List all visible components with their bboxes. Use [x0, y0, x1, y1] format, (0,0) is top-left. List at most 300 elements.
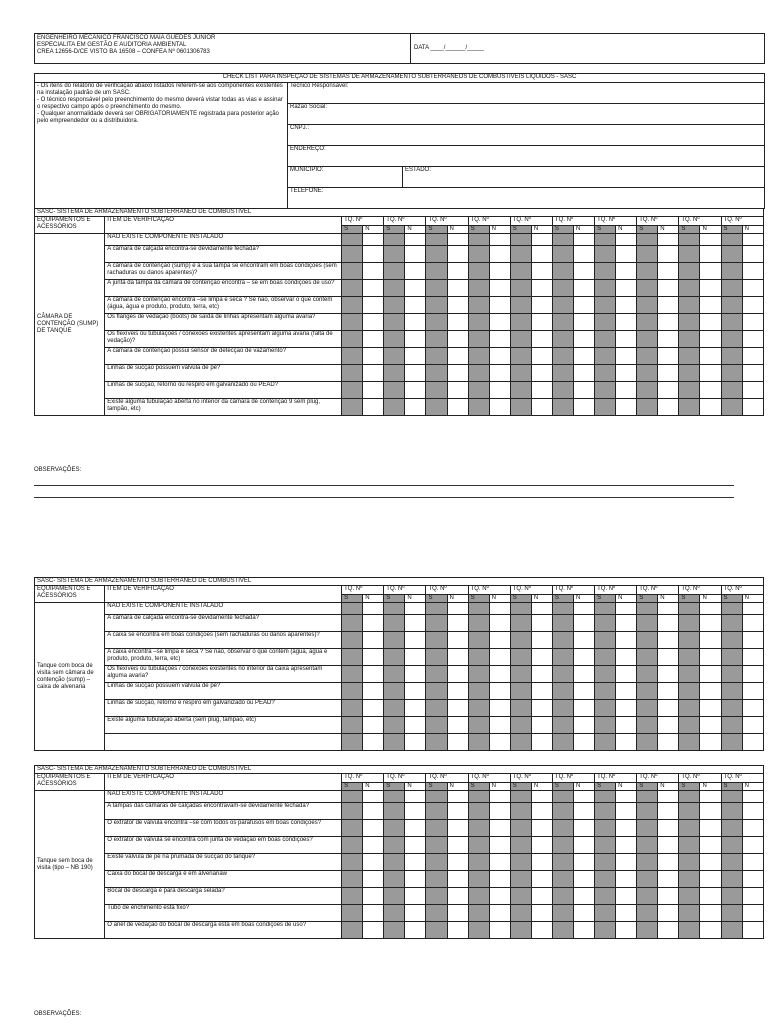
- sim-checkbox[interactable]: [552, 922, 573, 939]
- sim-checkbox[interactable]: [679, 365, 700, 382]
- sim-checkbox[interactable]: [679, 263, 700, 280]
- sim-checkbox[interactable]: [342, 791, 363, 803]
- nao-checkbox[interactable]: [363, 263, 384, 280]
- sim-checkbox[interactable]: [426, 399, 447, 416]
- nao-checkbox[interactable]: [700, 683, 721, 700]
- sim-checkbox[interactable]: [468, 734, 489, 751]
- sim-checkbox[interactable]: [552, 871, 573, 888]
- sim-checkbox[interactable]: [468, 888, 489, 905]
- nao-checkbox[interactable]: [573, 700, 594, 717]
- nao-checkbox[interactable]: [531, 263, 552, 280]
- sim-checkbox[interactable]: [342, 399, 363, 416]
- sim-checkbox[interactable]: [552, 297, 573, 314]
- nao-checkbox[interactable]: [405, 399, 426, 416]
- nao-checkbox[interactable]: [573, 649, 594, 666]
- nao-checkbox[interactable]: [573, 603, 594, 615]
- sim-checkbox[interactable]: [342, 382, 363, 399]
- nao-checkbox[interactable]: [573, 314, 594, 331]
- nao-checkbox[interactable]: [573, 632, 594, 649]
- sim-checkbox[interactable]: [595, 365, 616, 382]
- sim-checkbox[interactable]: [510, 382, 531, 399]
- sim-checkbox[interactable]: [721, 603, 742, 615]
- razao-social-field[interactable]: Razão Social:: [288, 104, 765, 125]
- nao-checkbox[interactable]: [742, 331, 763, 348]
- nao-checkbox[interactable]: [489, 280, 510, 297]
- sim-checkbox[interactable]: [510, 683, 531, 700]
- sim-checkbox[interactable]: [510, 905, 531, 922]
- nao-checkbox[interactable]: [616, 683, 637, 700]
- sim-checkbox[interactable]: [384, 837, 405, 854]
- nao-checkbox[interactable]: [405, 837, 426, 854]
- nao-checkbox[interactable]: [700, 649, 721, 666]
- nao-checkbox[interactable]: [489, 382, 510, 399]
- nao-checkbox[interactable]: [700, 803, 721, 820]
- sim-checkbox[interactable]: [342, 854, 363, 871]
- sim-checkbox[interactable]: [384, 871, 405, 888]
- sim-checkbox[interactable]: [342, 888, 363, 905]
- sim-checkbox[interactable]: [342, 234, 363, 246]
- nao-checkbox[interactable]: [742, 649, 763, 666]
- sim-checkbox[interactable]: [679, 700, 700, 717]
- sim-checkbox[interactable]: [721, 803, 742, 820]
- sim-checkbox[interactable]: [342, 297, 363, 314]
- nao-checkbox[interactable]: [531, 399, 552, 416]
- nao-checkbox[interactable]: [616, 615, 637, 632]
- sim-checkbox[interactable]: [595, 246, 616, 263]
- sim-checkbox[interactable]: [679, 791, 700, 803]
- sim-checkbox[interactable]: [637, 365, 658, 382]
- nao-checkbox[interactable]: [405, 280, 426, 297]
- sim-checkbox[interactable]: [637, 649, 658, 666]
- sim-checkbox[interactable]: [342, 280, 363, 297]
- sim-checkbox[interactable]: [637, 615, 658, 632]
- nao-checkbox[interactable]: [616, 399, 637, 416]
- sim-checkbox[interactable]: [721, 717, 742, 734]
- nao-checkbox[interactable]: [363, 854, 384, 871]
- sim-checkbox[interactable]: [342, 348, 363, 365]
- nao-checkbox[interactable]: [531, 234, 552, 246]
- nao-checkbox[interactable]: [616, 717, 637, 734]
- observacoes-line-1[interactable]: [34, 485, 734, 486]
- sim-checkbox[interactable]: [721, 246, 742, 263]
- sim-checkbox[interactable]: [384, 382, 405, 399]
- sim-checkbox[interactable]: [721, 837, 742, 854]
- sim-checkbox[interactable]: [637, 314, 658, 331]
- sim-checkbox[interactable]: [721, 649, 742, 666]
- nao-checkbox[interactable]: [363, 683, 384, 700]
- sim-checkbox[interactable]: [510, 234, 531, 246]
- sim-checkbox[interactable]: [552, 905, 573, 922]
- sim-checkbox[interactable]: [468, 382, 489, 399]
- nao-checkbox[interactable]: [447, 348, 468, 365]
- nao-checkbox[interactable]: [531, 922, 552, 939]
- nao-checkbox[interactable]: [489, 683, 510, 700]
- nao-checkbox[interactable]: [405, 603, 426, 615]
- nao-checkbox[interactable]: [742, 666, 763, 683]
- sim-checkbox[interactable]: [468, 700, 489, 717]
- nao-checkbox[interactable]: [700, 615, 721, 632]
- nao-checkbox[interactable]: [573, 871, 594, 888]
- nao-checkbox[interactable]: [573, 922, 594, 939]
- sim-checkbox[interactable]: [595, 263, 616, 280]
- nao-checkbox[interactable]: [700, 297, 721, 314]
- sim-checkbox[interactable]: [384, 854, 405, 871]
- nao-checkbox[interactable]: [616, 382, 637, 399]
- sim-checkbox[interactable]: [595, 905, 616, 922]
- sim-checkbox[interactable]: [595, 382, 616, 399]
- nao-checkbox[interactable]: [363, 280, 384, 297]
- nao-checkbox[interactable]: [405, 791, 426, 803]
- sim-checkbox[interactable]: [384, 297, 405, 314]
- sim-checkbox[interactable]: [426, 649, 447, 666]
- nao-checkbox[interactable]: [616, 234, 637, 246]
- sim-checkbox[interactable]: [721, 314, 742, 331]
- nao-checkbox[interactable]: [742, 905, 763, 922]
- nao-checkbox[interactable]: [573, 803, 594, 820]
- sim-checkbox[interactable]: [679, 683, 700, 700]
- municipio-field[interactable]: MUNICÍPIO:: [288, 167, 403, 188]
- nao-checkbox[interactable]: [742, 803, 763, 820]
- nao-checkbox[interactable]: [658, 280, 679, 297]
- sim-checkbox[interactable]: [679, 234, 700, 246]
- nao-checkbox[interactable]: [489, 263, 510, 280]
- nao-checkbox[interactable]: [531, 246, 552, 263]
- nao-checkbox[interactable]: [447, 717, 468, 734]
- sim-checkbox[interactable]: [595, 632, 616, 649]
- sim-checkbox[interactable]: [679, 246, 700, 263]
- nao-checkbox[interactable]: [447, 734, 468, 751]
- sim-checkbox[interactable]: [679, 297, 700, 314]
- nao-checkbox[interactable]: [658, 348, 679, 365]
- sim-checkbox[interactable]: [637, 666, 658, 683]
- tecnico-field[interactable]: Tecnico Responsável:: [288, 83, 765, 104]
- sim-checkbox[interactable]: [721, 382, 742, 399]
- nao-checkbox[interactable]: [363, 632, 384, 649]
- nao-checkbox[interactable]: [363, 365, 384, 382]
- sim-checkbox[interactable]: [721, 666, 742, 683]
- sim-checkbox[interactable]: [637, 820, 658, 837]
- nao-checkbox[interactable]: [616, 280, 637, 297]
- nao-checkbox[interactable]: [363, 700, 384, 717]
- nao-checkbox[interactable]: [447, 791, 468, 803]
- sim-checkbox[interactable]: [426, 683, 447, 700]
- nao-checkbox[interactable]: [363, 615, 384, 632]
- sim-checkbox[interactable]: [342, 905, 363, 922]
- sim-checkbox[interactable]: [637, 348, 658, 365]
- nao-checkbox[interactable]: [700, 888, 721, 905]
- nao-checkbox[interactable]: [700, 263, 721, 280]
- nao-checkbox[interactable]: [742, 791, 763, 803]
- nao-checkbox[interactable]: [363, 837, 384, 854]
- sim-checkbox[interactable]: [637, 382, 658, 399]
- sim-checkbox[interactable]: [637, 837, 658, 854]
- nao-checkbox[interactable]: [658, 263, 679, 280]
- sim-checkbox[interactable]: [510, 666, 531, 683]
- sim-checkbox[interactable]: [510, 246, 531, 263]
- sim-checkbox[interactable]: [679, 615, 700, 632]
- sim-checkbox[interactable]: [510, 603, 531, 615]
- nao-checkbox[interactable]: [742, 382, 763, 399]
- nao-checkbox[interactable]: [616, 871, 637, 888]
- nao-checkbox[interactable]: [363, 382, 384, 399]
- sim-checkbox[interactable]: [426, 263, 447, 280]
- sim-checkbox[interactable]: [595, 649, 616, 666]
- nao-checkbox[interactable]: [700, 734, 721, 751]
- sim-checkbox[interactable]: [679, 717, 700, 734]
- nao-checkbox[interactable]: [616, 348, 637, 365]
- nao-checkbox[interactable]: [742, 820, 763, 837]
- nao-checkbox[interactable]: [447, 837, 468, 854]
- sim-checkbox[interactable]: [342, 683, 363, 700]
- sim-checkbox[interactable]: [468, 331, 489, 348]
- nao-checkbox[interactable]: [405, 263, 426, 280]
- nao-checkbox[interactable]: [405, 820, 426, 837]
- sim-checkbox[interactable]: [426, 615, 447, 632]
- nao-checkbox[interactable]: [700, 922, 721, 939]
- sim-checkbox[interactable]: [552, 615, 573, 632]
- sim-checkbox[interactable]: [426, 280, 447, 297]
- sim-checkbox[interactable]: [510, 791, 531, 803]
- nao-checkbox[interactable]: [447, 922, 468, 939]
- nao-checkbox[interactable]: [489, 246, 510, 263]
- nao-checkbox[interactable]: [658, 683, 679, 700]
- nao-checkbox[interactable]: [616, 649, 637, 666]
- nao-checkbox[interactable]: [700, 280, 721, 297]
- nao-checkbox[interactable]: [531, 314, 552, 331]
- sim-checkbox[interactable]: [552, 803, 573, 820]
- nao-checkbox[interactable]: [742, 632, 763, 649]
- sim-checkbox[interactable]: [342, 922, 363, 939]
- nao-checkbox[interactable]: [447, 905, 468, 922]
- nao-checkbox[interactable]: [616, 922, 637, 939]
- nao-checkbox[interactable]: [489, 734, 510, 751]
- nao-checkbox[interactable]: [742, 871, 763, 888]
- nao-checkbox[interactable]: [531, 871, 552, 888]
- nao-checkbox[interactable]: [742, 280, 763, 297]
- sim-checkbox[interactable]: [468, 263, 489, 280]
- nao-checkbox[interactable]: [489, 905, 510, 922]
- sim-checkbox[interactable]: [637, 905, 658, 922]
- sim-checkbox[interactable]: [342, 246, 363, 263]
- nao-checkbox[interactable]: [363, 297, 384, 314]
- sim-checkbox[interactable]: [384, 666, 405, 683]
- nao-checkbox[interactable]: [658, 649, 679, 666]
- sim-checkbox[interactable]: [342, 615, 363, 632]
- nao-checkbox[interactable]: [573, 905, 594, 922]
- nao-checkbox[interactable]: [531, 666, 552, 683]
- sim-checkbox[interactable]: [721, 700, 742, 717]
- sim-checkbox[interactable]: [342, 314, 363, 331]
- nao-checkbox[interactable]: [363, 649, 384, 666]
- sim-checkbox[interactable]: [510, 348, 531, 365]
- sim-checkbox[interactable]: [468, 615, 489, 632]
- sim-checkbox[interactable]: [426, 837, 447, 854]
- nao-checkbox[interactable]: [363, 246, 384, 263]
- nao-checkbox[interactable]: [700, 820, 721, 837]
- nao-checkbox[interactable]: [363, 820, 384, 837]
- sim-checkbox[interactable]: [679, 331, 700, 348]
- sim-checkbox[interactable]: [595, 820, 616, 837]
- nao-checkbox[interactable]: [700, 905, 721, 922]
- nao-checkbox[interactable]: [742, 837, 763, 854]
- nao-checkbox[interactable]: [489, 297, 510, 314]
- nao-checkbox[interactable]: [616, 734, 637, 751]
- sim-checkbox[interactable]: [426, 854, 447, 871]
- sim-checkbox[interactable]: [510, 632, 531, 649]
- nao-checkbox[interactable]: [742, 263, 763, 280]
- sim-checkbox[interactable]: [552, 382, 573, 399]
- sim-checkbox[interactable]: [721, 854, 742, 871]
- nao-checkbox[interactable]: [531, 297, 552, 314]
- sim-checkbox[interactable]: [384, 615, 405, 632]
- nao-checkbox[interactable]: [405, 314, 426, 331]
- sim-checkbox[interactable]: [637, 734, 658, 751]
- nao-checkbox[interactable]: [616, 854, 637, 871]
- sim-checkbox[interactable]: [721, 791, 742, 803]
- sim-checkbox[interactable]: [595, 791, 616, 803]
- nao-checkbox[interactable]: [658, 399, 679, 416]
- sim-checkbox[interactable]: [426, 871, 447, 888]
- sim-checkbox[interactable]: [510, 399, 531, 416]
- nao-checkbox[interactable]: [616, 888, 637, 905]
- nao-checkbox[interactable]: [573, 331, 594, 348]
- sim-checkbox[interactable]: [721, 399, 742, 416]
- nao-checkbox[interactable]: [405, 717, 426, 734]
- nao-checkbox[interactable]: [447, 649, 468, 666]
- nao-checkbox[interactable]: [447, 365, 468, 382]
- sim-checkbox[interactable]: [510, 700, 531, 717]
- nao-checkbox[interactable]: [616, 803, 637, 820]
- sim-checkbox[interactable]: [637, 871, 658, 888]
- nao-checkbox[interactable]: [447, 632, 468, 649]
- sim-checkbox[interactable]: [510, 365, 531, 382]
- nao-checkbox[interactable]: [447, 314, 468, 331]
- nao-checkbox[interactable]: [700, 837, 721, 854]
- nao-checkbox[interactable]: [531, 888, 552, 905]
- sim-checkbox[interactable]: [510, 820, 531, 837]
- sim-checkbox[interactable]: [426, 348, 447, 365]
- sim-checkbox[interactable]: [342, 700, 363, 717]
- nao-checkbox[interactable]: [489, 348, 510, 365]
- nao-checkbox[interactable]: [447, 888, 468, 905]
- nao-checkbox[interactable]: [573, 837, 594, 854]
- sim-checkbox[interactable]: [342, 666, 363, 683]
- nao-checkbox[interactable]: [489, 871, 510, 888]
- sim-checkbox[interactable]: [637, 234, 658, 246]
- nao-checkbox[interactable]: [573, 280, 594, 297]
- nao-checkbox[interactable]: [363, 922, 384, 939]
- sim-checkbox[interactable]: [510, 803, 531, 820]
- nao-checkbox[interactable]: [489, 365, 510, 382]
- sim-checkbox[interactable]: [342, 331, 363, 348]
- sim-checkbox[interactable]: [384, 734, 405, 751]
- nao-checkbox[interactable]: [573, 297, 594, 314]
- nao-checkbox[interactable]: [700, 314, 721, 331]
- sim-checkbox[interactable]: [384, 632, 405, 649]
- nao-checkbox[interactable]: [700, 399, 721, 416]
- nao-checkbox[interactable]: [616, 603, 637, 615]
- sim-checkbox[interactable]: [384, 603, 405, 615]
- nao-checkbox[interactable]: [573, 246, 594, 263]
- nao-checkbox[interactable]: [742, 234, 763, 246]
- nao-checkbox[interactable]: [742, 348, 763, 365]
- sim-checkbox[interactable]: [468, 649, 489, 666]
- sim-checkbox[interactable]: [426, 888, 447, 905]
- sim-checkbox[interactable]: [426, 791, 447, 803]
- sim-checkbox[interactable]: [637, 632, 658, 649]
- nao-checkbox[interactable]: [363, 905, 384, 922]
- sim-checkbox[interactable]: [468, 632, 489, 649]
- sim-checkbox[interactable]: [468, 837, 489, 854]
- nao-checkbox[interactable]: [616, 820, 637, 837]
- nao-checkbox[interactable]: [658, 603, 679, 615]
- nao-checkbox[interactable]: [658, 314, 679, 331]
- sim-checkbox[interactable]: [510, 649, 531, 666]
- sim-checkbox[interactable]: [552, 837, 573, 854]
- nao-checkbox[interactable]: [573, 263, 594, 280]
- sim-checkbox[interactable]: [552, 399, 573, 416]
- sim-checkbox[interactable]: [384, 922, 405, 939]
- estado-field[interactable]: ESTADO:: [403, 167, 765, 188]
- sim-checkbox[interactable]: [637, 922, 658, 939]
- nao-checkbox[interactable]: [405, 632, 426, 649]
- nao-checkbox[interactable]: [700, 632, 721, 649]
- nao-checkbox[interactable]: [742, 399, 763, 416]
- sim-checkbox[interactable]: [510, 871, 531, 888]
- sim-checkbox[interactable]: [679, 837, 700, 854]
- nao-checkbox[interactable]: [531, 717, 552, 734]
- sim-checkbox[interactable]: [637, 399, 658, 416]
- nao-checkbox[interactable]: [531, 649, 552, 666]
- nao-checkbox[interactable]: [658, 382, 679, 399]
- sim-checkbox[interactable]: [426, 803, 447, 820]
- sim-checkbox[interactable]: [384, 683, 405, 700]
- sim-checkbox[interactable]: [510, 263, 531, 280]
- nao-checkbox[interactable]: [405, 888, 426, 905]
- sim-checkbox[interactable]: [510, 854, 531, 871]
- sim-checkbox[interactable]: [595, 871, 616, 888]
- nao-checkbox[interactable]: [531, 365, 552, 382]
- nao-checkbox[interactable]: [658, 615, 679, 632]
- sim-checkbox[interactable]: [721, 632, 742, 649]
- sim-checkbox[interactable]: [510, 615, 531, 632]
- nao-checkbox[interactable]: [531, 791, 552, 803]
- sim-checkbox[interactable]: [721, 234, 742, 246]
- nao-checkbox[interactable]: [573, 791, 594, 803]
- sim-checkbox[interactable]: [637, 854, 658, 871]
- nao-checkbox[interactable]: [700, 246, 721, 263]
- sim-checkbox[interactable]: [679, 871, 700, 888]
- sim-checkbox[interactable]: [679, 854, 700, 871]
- nao-checkbox[interactable]: [447, 803, 468, 820]
- nao-checkbox[interactable]: [405, 905, 426, 922]
- sim-checkbox[interactable]: [468, 791, 489, 803]
- nao-checkbox[interactable]: [658, 803, 679, 820]
- nao-checkbox[interactable]: [658, 331, 679, 348]
- sim-checkbox[interactable]: [595, 603, 616, 615]
- nao-checkbox[interactable]: [658, 854, 679, 871]
- nao-checkbox[interactable]: [489, 854, 510, 871]
- nao-checkbox[interactable]: [658, 922, 679, 939]
- sim-checkbox[interactable]: [721, 615, 742, 632]
- sim-checkbox[interactable]: [342, 365, 363, 382]
- nao-checkbox[interactable]: [531, 820, 552, 837]
- sim-checkbox[interactable]: [510, 314, 531, 331]
- sim-checkbox[interactable]: [679, 922, 700, 939]
- sim-checkbox[interactable]: [721, 297, 742, 314]
- nao-checkbox[interactable]: [489, 234, 510, 246]
- nao-checkbox[interactable]: [489, 314, 510, 331]
